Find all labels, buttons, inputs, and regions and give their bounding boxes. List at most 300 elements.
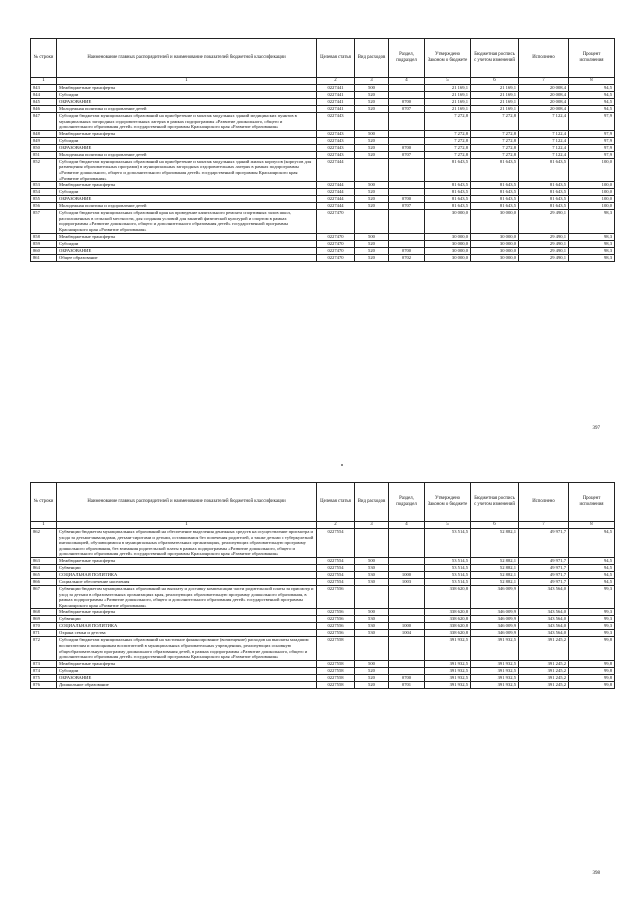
target-article: 0227558 <box>317 660 355 667</box>
section-code: 1000 <box>389 571 425 578</box>
section-code <box>389 92 425 99</box>
roster-amount: 391 932,5 <box>471 674 519 681</box>
target-article: 0227556 <box>317 616 355 623</box>
executed-amount: 81 643,5 <box>519 196 569 203</box>
header-approved: Утверждено Законом о бюджете <box>425 39 471 78</box>
execution-percent: 99,3 <box>569 585 615 608</box>
target-article: 0227558 <box>317 674 355 681</box>
row-number: 851 <box>31 151 57 158</box>
expense-type: 500 <box>355 182 389 189</box>
row-name: Субвенции бюджетам муниципальных образований на выплату и доставку компенсации части родительской платы за присмотр и уход за детьми в образовательных организациях края, реализующих образовательную программу дошкольного образования, в рамках подпрограммы «Развитие дошкольного, общего и дополнительного образования детей» государственной программы Красноярского края «Развитие образования» <box>57 585 317 608</box>
section-code <box>389 130 425 137</box>
table-row <box>31 529 615 558</box>
row-number: 843 <box>31 85 57 92</box>
execution-percent: 99,3 <box>569 630 615 637</box>
roster-amount: 391 932,5 <box>471 637 519 660</box>
section-code: 0707 <box>389 151 425 158</box>
executed-amount: 49 971,7 <box>519 571 569 578</box>
execution-percent: 99,3 <box>569 623 615 630</box>
section-code <box>389 210 425 233</box>
expense-type <box>355 113 389 131</box>
roster-amount: 21 169,1 <box>471 106 519 113</box>
target-article: 0227558 <box>317 637 355 660</box>
expense-type: 500 <box>355 609 389 616</box>
execution-percent: 100,0 <box>569 196 615 203</box>
expense-type <box>355 585 389 608</box>
table-row <box>31 210 615 233</box>
approved-amount: 7 272,8 <box>425 130 471 137</box>
header-row-number: № строки <box>31 483 57 522</box>
executed-amount: 81 643,5 <box>519 203 569 210</box>
expense-type: 520 <box>355 106 389 113</box>
table-row <box>31 557 615 564</box>
expense-type: 500 <box>355 130 389 137</box>
row-number: 873 <box>31 660 57 667</box>
roster-amount: 7 272,8 <box>471 130 519 137</box>
table-row <box>31 578 615 585</box>
header-executed: Исполнено <box>519 39 569 78</box>
column-number: 3 <box>355 78 389 85</box>
expense-type: 530 <box>355 623 389 630</box>
executed-amount: 81 643,5 <box>519 158 569 181</box>
expense-type: 520 <box>355 674 389 681</box>
target-article: 0227443 <box>317 130 355 137</box>
executed-amount: 7 122,4 <box>519 144 569 151</box>
roster-amount: 30 000,0 <box>471 254 519 261</box>
section-code <box>389 637 425 660</box>
execution-percent: 97,9 <box>569 137 615 144</box>
header-approved: Утверждено Законом о бюджете <box>425 483 471 522</box>
table-row <box>31 182 615 189</box>
section-code: 0700 <box>389 144 425 151</box>
roster-amount: 346 009,9 <box>471 630 519 637</box>
row-name: Молодежная политика и оздоровление детей <box>57 203 317 210</box>
executed-amount: 29 490,1 <box>519 210 569 233</box>
row-number: 865 <box>31 571 57 578</box>
approved-amount: 21 169,1 <box>425 85 471 92</box>
row-name: Субсидии <box>57 667 317 674</box>
approved-amount: 81 643,5 <box>425 182 471 189</box>
approved-amount: 53 514,5 <box>425 578 471 585</box>
roster-amount: 81 643,5 <box>471 158 519 181</box>
section-code: 0700 <box>389 196 425 203</box>
column-number: 8 <box>569 522 615 529</box>
row-name: Субсидии <box>57 92 317 99</box>
roster-amount: 391 932,5 <box>471 681 519 688</box>
approved-amount: 53 514,5 <box>425 571 471 578</box>
execution-percent: 94,5 <box>569 564 615 571</box>
row-name: Общее образование <box>57 254 317 261</box>
table-row <box>31 240 615 247</box>
approved-amount: 338 620,8 <box>425 623 471 630</box>
executed-amount: 343 564,0 <box>519 623 569 630</box>
execution-percent: 94,5 <box>569 529 615 558</box>
section-code: 0707 <box>389 203 425 210</box>
executed-amount: 391 245,2 <box>519 660 569 667</box>
target-article: 0227470 <box>317 254 355 261</box>
row-number: 860 <box>31 247 57 254</box>
table-row <box>31 674 615 681</box>
row-number: 858 <box>31 233 57 240</box>
row-number: 871 <box>31 630 57 637</box>
target-article: 0227441 <box>317 85 355 92</box>
expense-type: 520 <box>355 189 389 196</box>
approved-amount: 53 514,5 <box>425 564 471 571</box>
section-code: 0700 <box>389 99 425 106</box>
table-row <box>31 137 615 144</box>
row-number: 848 <box>31 130 57 137</box>
page-number: 398 <box>592 871 600 876</box>
target-article: 0227443 <box>317 151 355 158</box>
roster-amount: 81 643,5 <box>471 203 519 210</box>
table-row <box>31 189 615 196</box>
roster-amount: 7 272,8 <box>471 144 519 151</box>
expense-type: 520 <box>355 681 389 688</box>
section-code <box>389 609 425 616</box>
section-code <box>389 233 425 240</box>
execution-percent: 99,8 <box>569 637 615 660</box>
target-article: 0227554 <box>317 557 355 564</box>
approved-amount: 338 620,8 <box>425 585 471 608</box>
execution-percent: 99,3 <box>569 609 615 616</box>
header-target-article: Целевая статья <box>317 483 355 522</box>
approved-amount: 391 932,5 <box>425 637 471 660</box>
executed-amount: 81 643,5 <box>519 182 569 189</box>
table-row <box>31 85 615 92</box>
target-article: 0227554 <box>317 571 355 578</box>
target-article: 0227554 <box>317 578 355 585</box>
document-page-398 <box>0 452 640 905</box>
row-number: 876 <box>31 681 57 688</box>
executed-amount: 7 122,4 <box>519 130 569 137</box>
section-code <box>389 529 425 558</box>
target-article: 0227443 <box>317 144 355 151</box>
expense-type: 520 <box>355 99 389 106</box>
table-row <box>31 99 615 106</box>
row-number: 856 <box>31 203 57 210</box>
approved-amount: 338 620,8 <box>425 616 471 623</box>
roster-amount: 52 882,1 <box>471 564 519 571</box>
row-name: Дошкольное образование <box>57 681 317 688</box>
executed-amount: 20 008,4 <box>519 85 569 92</box>
roster-amount: 7 272,8 <box>471 151 519 158</box>
executed-amount: 20 008,4 <box>519 106 569 113</box>
target-article: 0227441 <box>317 106 355 113</box>
table-row <box>31 130 615 137</box>
executed-amount: 343 564,0 <box>519 616 569 623</box>
row-number: 875 <box>31 674 57 681</box>
execution-percent: 97,9 <box>569 151 615 158</box>
target-article: 0227443 <box>317 113 355 131</box>
row-number: 847 <box>31 113 57 131</box>
target-article: 0227554 <box>317 529 355 558</box>
approved-amount: 7 272,8 <box>425 151 471 158</box>
document-page-397 <box>0 0 640 452</box>
row-number: 864 <box>31 564 57 571</box>
execution-percent: 100,0 <box>569 203 615 210</box>
expense-type: 520 <box>355 240 389 247</box>
row-number: 859 <box>31 240 57 247</box>
approved-amount: 21 169,1 <box>425 106 471 113</box>
section-code <box>389 585 425 608</box>
roster-amount: 21 169,1 <box>471 99 519 106</box>
header-expense-type: Вид расходов <box>355 483 389 522</box>
roster-amount: 52 882,1 <box>471 578 519 585</box>
column-number: 4 <box>389 78 425 85</box>
execution-percent: 94,5 <box>569 92 615 99</box>
approved-amount: 338 620,8 <box>425 630 471 637</box>
approved-amount: 81 643,5 <box>425 189 471 196</box>
row-number: 845 <box>31 99 57 106</box>
executed-amount: 20 008,4 <box>519 92 569 99</box>
execution-percent: 94,5 <box>569 99 615 106</box>
approved-amount: 30 000,0 <box>425 247 471 254</box>
header-percent: Процент исполнения <box>569 483 615 522</box>
approved-amount: 391 932,5 <box>425 674 471 681</box>
approved-amount: 7 272,8 <box>425 144 471 151</box>
target-article: 0227558 <box>317 667 355 674</box>
execution-percent: 99,8 <box>569 674 615 681</box>
column-number: 1 <box>57 522 317 529</box>
execution-percent: 100,0 <box>569 158 615 181</box>
expense-type: 520 <box>355 247 389 254</box>
approved-amount: 21 169,1 <box>425 92 471 99</box>
executed-amount: 343 564,0 <box>519 585 569 608</box>
expense-type: 500 <box>355 85 389 92</box>
row-name: Субвенции бюджетам муниципальных образований на обеспечение выделения денежных средств на осуществление присмотра и ухода за детьми-инвалидами, детьми-сиротами и детьми, оставшимися без попечения родителей, а также детьми с туберкулезной интоксикацией, обучающимися в муниципальных образовательных организациях, реализующих образовательную программу дошкольного образования, без взимания родительской платы в рамках подпрограммы «Развитие дошкольного, общего и дополнительного образования детей» государственной программы Красноярского края «Развитие образования» <box>57 529 317 558</box>
section-code <box>389 557 425 564</box>
row-name: Субсидии <box>57 240 317 247</box>
section-code <box>389 564 425 571</box>
roster-amount: 81 643,5 <box>471 196 519 203</box>
roster-amount: 346 009,9 <box>471 623 519 630</box>
roster-amount: 7 272,8 <box>471 113 519 131</box>
approved-amount: 81 643,5 <box>425 158 471 181</box>
section-code: 0702 <box>389 254 425 261</box>
approved-amount: 81 643,5 <box>425 203 471 210</box>
table-row <box>31 630 615 637</box>
row-name: Охрана семьи и детства <box>57 630 317 637</box>
execution-percent: 94,5 <box>569 85 615 92</box>
section-code <box>389 240 425 247</box>
row-number: 867 <box>31 585 57 608</box>
row-number: 861 <box>31 254 57 261</box>
header-expense-type: Вид расходов <box>355 39 389 78</box>
header-percent: Процент исполнения <box>569 39 615 78</box>
executed-amount: 343 564,0 <box>519 630 569 637</box>
column-number: 7 <box>519 522 569 529</box>
execution-percent: 97,9 <box>569 113 615 131</box>
approved-amount: 391 932,5 <box>425 681 471 688</box>
expense-type <box>355 210 389 233</box>
section-code: 1000 <box>389 623 425 630</box>
row-name: Субсидии бюджетам муниципальных образований края на проведение капитального ремонта спортивных залов школ, расположенных в сельской местности, для создания условий для занятий физической культурой и спортом в рамках подпрограммы «Развитие дошкольного, общего и дополнительного образования детей» государственной программы Красноярского края «Развитие образования» <box>57 210 317 233</box>
execution-percent: 94,5 <box>569 557 615 564</box>
executed-amount: 343 564,0 <box>519 609 569 616</box>
row-number: 850 <box>31 144 57 151</box>
section-code: 1003 <box>389 578 425 585</box>
page-number: 397 <box>592 426 600 431</box>
row-name: ОБРАЗОВАНИЕ <box>57 99 317 106</box>
table-row <box>31 144 615 151</box>
section-code <box>389 85 425 92</box>
executed-amount: 7 122,4 <box>519 137 569 144</box>
executed-amount: 29 490,1 <box>519 247 569 254</box>
row-name: ОБРАЗОВАНИЕ <box>57 247 317 254</box>
header-executed: Исполнено <box>519 483 569 522</box>
section-code: 0701 <box>389 681 425 688</box>
approved-amount: 338 620,8 <box>425 609 471 616</box>
row-number: 868 <box>31 609 57 616</box>
row-number: 874 <box>31 667 57 674</box>
executed-amount: 49 971,7 <box>519 564 569 571</box>
row-number: 862 <box>31 529 57 558</box>
row-name: Межбюджетные трансферты <box>57 233 317 240</box>
row-name: Субсидии бюджетам муниципальных образований на приобретение и монтаж модульных зданий жилых корпусов (корпусов для размещения образовательных программ) в муниципальных загородных оздоровительных лагерях в рамках подпрограммы «Развитие дошкольного, общего и дополнительного образования детей» государственной программы Красноярского края «Развитие образования» <box>57 158 317 181</box>
row-number: 846 <box>31 106 57 113</box>
row-name: Межбюджетные трансферты <box>57 609 317 616</box>
roster-amount: 52 882,1 <box>471 529 519 558</box>
executed-amount: 29 490,1 <box>519 254 569 261</box>
target-article: 0227444 <box>317 189 355 196</box>
row-number: 857 <box>31 210 57 233</box>
approved-amount: 53 514,5 <box>425 557 471 564</box>
row-number: 853 <box>31 182 57 189</box>
executed-amount: 81 643,5 <box>519 189 569 196</box>
budget-table <box>30 38 615 262</box>
executed-amount: 391 245,2 <box>519 674 569 681</box>
roster-amount: 30 000,0 <box>471 240 519 247</box>
row-number: 855 <box>31 196 57 203</box>
target-article: 0227556 <box>317 630 355 637</box>
expense-type: 500 <box>355 233 389 240</box>
executed-amount: 49 971,7 <box>519 557 569 564</box>
roster-amount: 81 643,5 <box>471 189 519 196</box>
column-number: 4 <box>389 522 425 529</box>
target-article: 0227558 <box>317 681 355 688</box>
execution-percent: 98,3 <box>569 210 615 233</box>
approved-amount: 7 272,8 <box>425 113 471 131</box>
expense-type: 520 <box>355 254 389 261</box>
approved-amount: 391 932,5 <box>425 667 471 674</box>
row-name: Межбюджетные трансферты <box>57 85 317 92</box>
table-row <box>31 667 615 674</box>
expense-type: 520 <box>355 151 389 158</box>
approved-amount: 7 272,8 <box>425 137 471 144</box>
section-code: 0700 <box>389 674 425 681</box>
table-row <box>31 92 615 99</box>
target-article: 0227441 <box>317 92 355 99</box>
execution-percent: 99,8 <box>569 667 615 674</box>
row-number: 844 <box>31 92 57 99</box>
target-article: 0227444 <box>317 196 355 203</box>
row-name: Субсидии бюджетам муниципальных образований на приобретение и монтаж модульных зданий медицинских пунктов в муниципальных загородных оздоровительных лагерях в рамках подпрограммы «Развитие дошкольного, общего и дополнительного образования детей» государственной программы Красноярского края «Развитие образования» <box>57 113 317 131</box>
execution-percent: 99,3 <box>569 616 615 623</box>
section-code <box>389 137 425 144</box>
target-article: 0227444 <box>317 203 355 210</box>
target-article: 0227556 <box>317 609 355 616</box>
expense-type <box>355 637 389 660</box>
table-row <box>31 564 615 571</box>
expense-type <box>355 158 389 181</box>
execution-percent: 98,3 <box>569 247 615 254</box>
row-name: Молодежная политика и оздоровление детей <box>57 151 317 158</box>
row-name: Субсидии бюджетам муниципальных образований на частичное финансирование (возмещение) расходов на выплаты младшим воспитателям и помощникам воспитателей в муниципальных образовательных учреждениях, реализующих основную общеобразовательную программу дошкольного образования детей, в рамках подпрограммы «Развитие дошкольного, общего и дополнительного образования детей» государственной программы Красноярского края «Развитие образования» <box>57 637 317 660</box>
header-roster: Бюджетная роспись с учетом изменений <box>471 483 519 522</box>
execution-percent: 94,5 <box>569 571 615 578</box>
column-number: 5 <box>425 78 471 85</box>
row-number: 869 <box>31 616 57 623</box>
approved-amount: 391 932,5 <box>425 660 471 667</box>
expense-type: 520 <box>355 137 389 144</box>
target-article: 0227444 <box>317 158 355 181</box>
executed-amount: 49 971,7 <box>519 529 569 558</box>
section-code <box>389 660 425 667</box>
section-code <box>389 667 425 674</box>
column-number: 6 <box>471 78 519 85</box>
row-name: ОБРАЗОВАНИЕ <box>57 674 317 681</box>
roster-amount: 391 932,5 <box>471 667 519 674</box>
executed-amount: 29 490,1 <box>519 233 569 240</box>
table-row <box>31 158 615 181</box>
approved-amount: 30 000,0 <box>425 240 471 247</box>
table-row <box>31 113 615 131</box>
execution-percent: 98,3 <box>569 233 615 240</box>
header-section: Раздел, подраздел <box>389 483 425 522</box>
row-name: Молодежная политика и оздоровление детей <box>57 106 317 113</box>
row-name: Межбюджетные трансферты <box>57 130 317 137</box>
roster-amount: 52 882,1 <box>471 571 519 578</box>
row-name: Субвенции <box>57 564 317 571</box>
table-row <box>31 637 615 660</box>
roster-amount: 21 169,1 <box>471 85 519 92</box>
roster-amount: 346 009,9 <box>471 616 519 623</box>
column-number: 7 <box>519 78 569 85</box>
executed-amount: 29 490,1 <box>519 240 569 247</box>
header-section: Раздел, подраздел <box>389 39 425 78</box>
roster-amount: 52 882,1 <box>471 557 519 564</box>
expense-type: 530 <box>355 630 389 637</box>
executed-amount: 7 122,4 <box>519 151 569 158</box>
approved-amount: 53 514,5 <box>425 529 471 558</box>
target-article: 0227554 <box>317 564 355 571</box>
execution-percent: 100,0 <box>569 182 615 189</box>
executed-amount: 49 971,7 <box>519 578 569 585</box>
roster-amount: 7 272,8 <box>471 137 519 144</box>
expense-type: 520 <box>355 92 389 99</box>
expense-type: 530 <box>355 616 389 623</box>
row-name: СОЦИАЛЬНАЯ ПОЛИТИКА <box>57 623 317 630</box>
section-code <box>389 158 425 181</box>
column-number: 1 <box>57 78 317 85</box>
executed-amount: 20 008,4 <box>519 99 569 106</box>
column-number: 2 <box>317 522 355 529</box>
roster-amount: 30 000,0 <box>471 247 519 254</box>
roster-amount: 30 000,0 <box>471 210 519 233</box>
executed-amount: 391 245,2 <box>519 681 569 688</box>
table-row <box>31 616 615 623</box>
row-name: Субвенции <box>57 616 317 623</box>
table-row <box>31 681 615 688</box>
approved-amount: 30 000,0 <box>425 254 471 261</box>
row-name: Социальное обеспечение населения <box>57 578 317 585</box>
table-row <box>31 247 615 254</box>
execution-percent: 94,5 <box>569 106 615 113</box>
expense-type: 530 <box>355 571 389 578</box>
target-article: 0227470 <box>317 240 355 247</box>
target-article: 0227470 <box>317 233 355 240</box>
table-row <box>31 106 615 113</box>
